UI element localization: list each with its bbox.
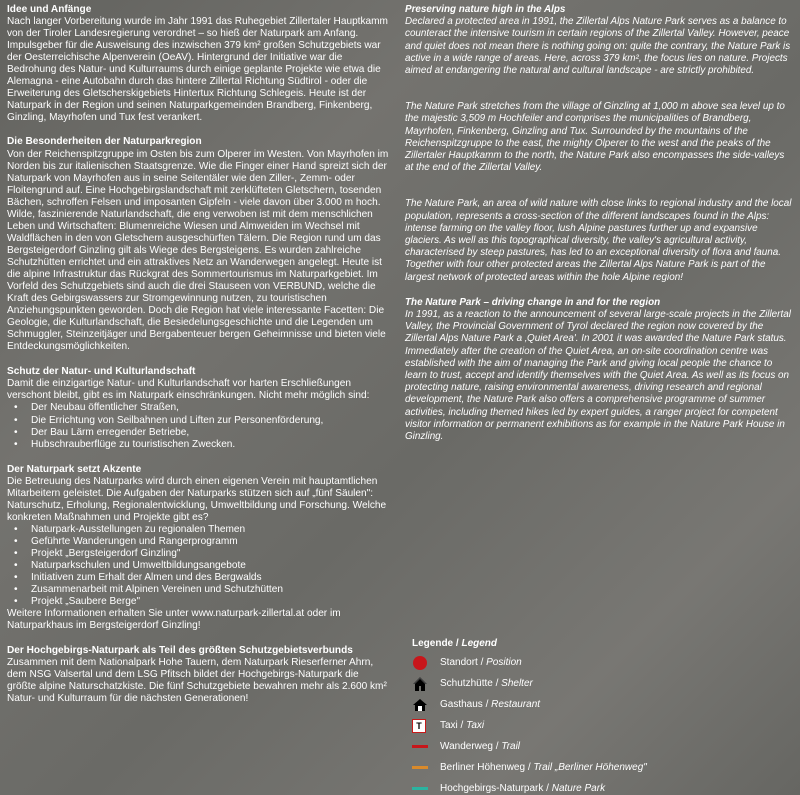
- section-text: Damit die einzigartige Natur- und Kulturlandschaft vor harten Erschließungen verschont bleibt, gibt es im Naturpark einschränkungen. Nicht mehr möglich sind:: [7, 378, 370, 402]
- list-item: • Zusammenarbeit mit Alpinen Vereinen und Schutzhütten: [7, 584, 390, 596]
- section-heading: The Nature Park – driving change in and for the region: [405, 296, 661, 308]
- legend-item: Gasthaus / Restaurant: [412, 694, 742, 715]
- section-text: Die Betreuung des Naturparks wird durch einen eigenen Verein mit hauptamtlichen Mitarbeitern geleistet. Die Aufgaben der Naturparks stützen sich auf „fünf Säulen": Naturschutz, Erholung, Regionalentwicklung, Umweltbildung und Forschung. Welche konkreten Maßnahmen und Projekte gibt es?: [7, 475, 387, 523]
- list-item: • Naturpark-Ausstellungen zu regionalen Themen: [7, 524, 390, 536]
- berliner-line-icon: [412, 766, 428, 769]
- project-list: [7, 524, 390, 608]
- legend-item: Standort / Position: [412, 652, 742, 673]
- list-item: • Projekt „Bergsteigerdorf Ginzling": [7, 548, 390, 560]
- taxi-icon: T: [412, 719, 426, 733]
- section-heading: Der Naturpark setzt Akzente: [7, 463, 142, 475]
- list-item: • Hubschrauberflüge zu touristischen Zwecken.: [7, 439, 390, 451]
- section-heading: Schutz der Natur- und Kulturlandschaft: [7, 366, 196, 378]
- legend-item: T Taxi / Taxi: [412, 715, 742, 736]
- section-heading: Der Hochgebirgs-Naturpark als Teil des größten Schutzgebietsverbunds: [7, 645, 353, 657]
- legend-item: Hochgebirgs-Naturpark / Nature Park: [412, 778, 742, 795]
- park-line-icon: [412, 787, 428, 790]
- section-heading: Idee und Anfänge: [7, 4, 92, 15]
- legend: [412, 638, 742, 795]
- list-item: • Die Errichtung von Seilbahnen und Liften zur Personenförderung,: [7, 415, 390, 427]
- trail-line-icon: [412, 745, 428, 748]
- section-heading: Die Besonderheiten der Naturparkregion: [7, 136, 202, 148]
- section-text: In 1991, as a reaction to the announcement of several large-scale projects in the Zillertal Valley, the Provincial Government of Tyrol declared the region now covered by the Zillertal Alps Nature Park a ‚Quiet Area'. In 2001 it was awarded the Nature Park status. Immediately after the creation of the Quiet Area, an on-site coordination centre was established with the aim of managing the Park and giving local people the chance to learn to trust, accept and identify themselves with the Quiet Area. As well as its focus on protecting nature, raising environmental awareness, driving research and regional development, the Nature Park also offers a comprehensive programme of summer activities, including themed hikes led by expert guides, a ranger project for competent visitor information or permanent exhibitions as for example in the Nature Park House in Ginzling.: [405, 309, 791, 443]
- legend-item: Schutzhütte / Shelter: [412, 673, 742, 694]
- list-item: • Projekt „Saubere Berge": [7, 596, 390, 608]
- restriction-list: [7, 402, 390, 450]
- german-column: [7, 4, 390, 706]
- list-item: • Geführte Wanderungen und Rangerprogramm: [7, 536, 390, 548]
- section-text: The Nature Park stretches from the village of Ginzling at 1,000 m above sea level up to the majestic 3,509 m Hochfeiler and comprises the municipalities of Brandberg, Mayrhofen, Finkenberg, Ginzling and Tux. Surrounded by the mountains of the Reichenspitzgruppe to the east, the mighty Olperer to the west and the peaks of the Zillertaler Hauptkamm to the north, the Nature Park also encompasses the side-valleys at the end of the Zillertal Valley.: [405, 101, 785, 174]
- section-text: The Nature Park, an area of wild nature with close links to regional industry and the local population, represents a cross-section of the different landscapes found in the Alps: intense farming on the valley floor, lush Alpine pastures further up and expansive glaciers. As well as this topographical diversity, the valley's agricultural activity, characterised by steep pastures, has led to an exceptional diversity of flora and fauna. Together with four other protected areas the Zillertal Alps Nature Park is part of the largest network of protected areas within the hole Alpine region!: [405, 198, 792, 283]
- legend-item: Berliner Höhenweg / Trail „Berliner Höhenweg": [412, 757, 742, 778]
- legend-item: Wanderweg / Trail: [412, 736, 742, 757]
- section-text: Von der Reichenspitzgruppe im Osten bis zum Olperer im Westen. Von Mayrhofen im Norden bis zur italienischen Staatsgrenze. Wie die Finger einer Hand spreizt sich der Naturpark von Mayrhofen aus in seine Seitentäler wie den Ziller-, Zemm- oder Floitengrund auf. Eine Hochgebirgslandschaft mit zerklüfteten Gletschern, tosenden Bächen, schroffen Felsen und imposanten Gipfeln - viele davon über 3.000 m hoch. Wilde, faszinierende Naturlandschaft, die eng verwoben ist mit dem menschlichen Leben und Wirtschaften: Blumenreiche Wiesen und Almweiden im Wechsel mit Waldflächen in den von Gletschern ausgeschürften Tälern. Die Region rund um das Bergsteigerdorf Ginzling gilt als Wiege des Bergsteigens. Es wurden zahlreiche Schutzhütten errichtet und ein attraktives Netz an Wanderwegen angelegt. Heute ist die alpine Infrastruktur das Rückgrat des Sommertourismus im Naturparkgebiet. Im Vorfeld des Schutzgebiets sind auch die drei Stauseen von VERBUND, welche die Kraft des Gebirgswassers zur Stromgewinnung nutzen, zu touristischen Anziehungspunkten geworden. Doch die Region hat viele interessante Facetten: Die Geologie, die Kulturlandschaft, die Besiedelungsgeschichte und die Legenden um Schmuggler, Steinzeitjäger und Bergabenteuer bergen Geheimnisse und bieten viele Entdeckungsmöglichkeiten.: [7, 148, 389, 353]
- english-column: [405, 4, 793, 443]
- info-footer: Weitere Informationen erhalten Sie unter www.naturpark-zillertal.at oder im Naturparkhaus im Bergsteigerdorf Ginzling!: [7, 608, 341, 632]
- list-item: • Der Bau Lärm erregender Betriebe,: [7, 427, 390, 439]
- hut-icon: [412, 676, 428, 692]
- restaurant-icon: [412, 697, 428, 713]
- list-item: • Naturparkschulen und Umweltbildungsangebote: [7, 560, 390, 572]
- red-dot-icon: [413, 656, 427, 670]
- section-text: Zusammen mit dem Nationalpark Hohe Tauern, dem Naturpark Rieserferner Ahrn, dem NSG Valsertal und dem LSG Pfitsch bildet der Hochgebirgs-Naturpark die größte alpine Naturschatzkiste. Die fünf Schutzgebiete bewahren mehr als 2.600 km² Natur- und Kulturraum für die nächsten Generationen!: [7, 657, 387, 705]
- list-item: • Der Neubau öffentlicher Straßen,: [7, 402, 390, 414]
- section-heading: Preserving nature high in the Alps: [405, 4, 566, 15]
- legend-title: Legende / Legend: [412, 638, 498, 649]
- section-text: Declared a protected area in 1991, the Zillertal Alps Nature Park serves as a balance to counteract the intensive tourism in certain regions of the Zillertal Valley. However, peace and quiet does not mean there is nothing going on: quite the contrary, the Nature Park is active in a wide range of areas. Here, across 379 km², the focus lies on nature. Projects aimed at endangering the natural and cultural landscape - are strictly prohibited.: [405, 16, 791, 77]
- list-item: • Initiativen zum Erhalt der Almen und des Bergwalds: [7, 572, 390, 584]
- section-text: Nach langer Vorbereitung wurde im Jahr 1991 das Ruhegebiet Zillertaler Hauptkamm von der Tiroler Landesregierung verordnet – so hieß der Naturpark am Anfang. Impulsgeber für die Ausweisung des inzwischen 379 km² großen Schutzgebiets war der Oesterreichische Alpenverein (OeAV). Hintergrund der Initiative war die Bedrohung des Natur- und Kulturraums durch einige geplante Projekte wie etwa die Alemagna - eine Autobahn durch das hintere Zillertal Richtung Südtirol - oder die Erweiterung des Gletscherskigebiets Hintertux Richtung Schlegeis. Heute ist der Naturpark in der Region und seinen Naturparkgemeinden Brandberg, Finkenberg, Ginzling, Mayrhofen und Tux fest verankert.: [7, 16, 388, 124]
